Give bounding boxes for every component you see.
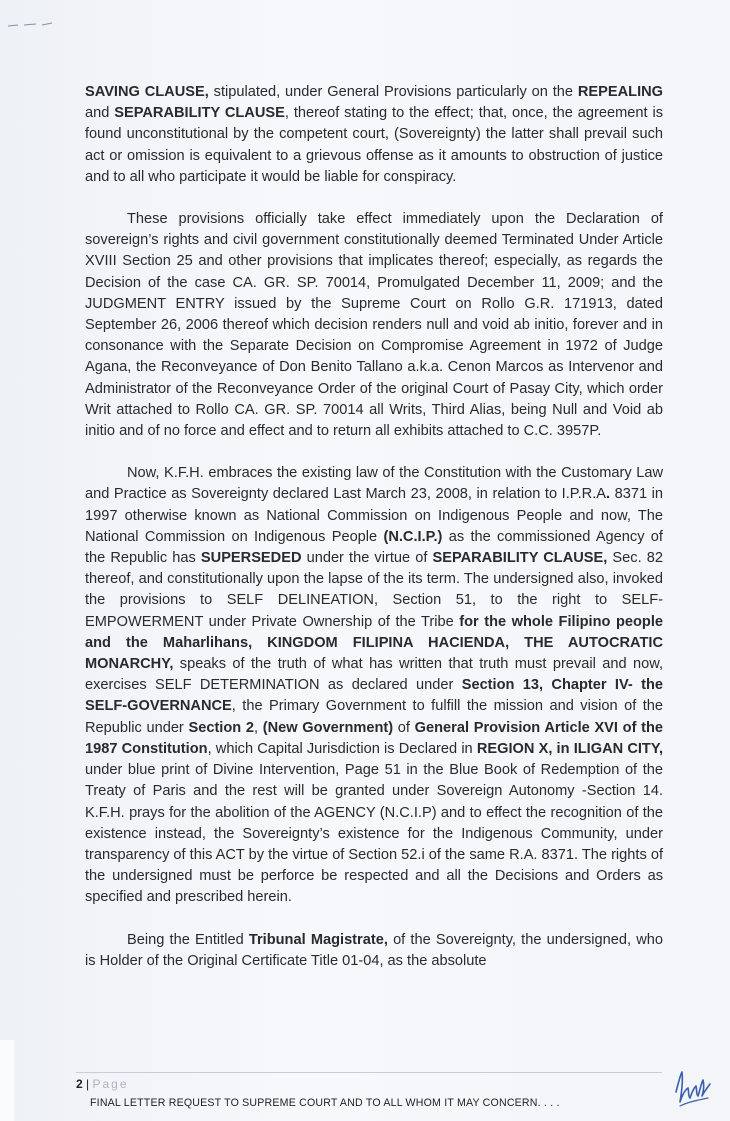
paragraph bbox=[85, 930, 663, 972]
text-run: Now, K.F.H. embraces the existing law of the Constitution with the Customary Law and Practice as Sovereignty declared Last March 23, 2008, in relation to I.P.R.A bbox=[85, 465, 663, 503]
bold-text-run: Section 13, Chapter IV- the SELF-GOVERNANCE bbox=[85, 677, 664, 715]
bold-text-run: REGION X, in ILIGAN CITY, bbox=[476, 740, 664, 757]
text-run: speaks of the truth of what has written that truth must prevail and now, exercises SELF DETERMINATION as declared under bbox=[85, 656, 663, 694]
page-number bbox=[76, 1077, 129, 1091]
handwritten-signature-icon bbox=[670, 1062, 714, 1110]
letter-body bbox=[85, 82, 663, 993]
paragraph bbox=[85, 209, 663, 442]
text-run: as the commissioned Agency of the Republic has bbox=[85, 528, 663, 567]
text-run: These provisions officially take effect immediately upon the Declaration of sovereign’s rights and civil government constitutionally deemed Terminated Under Article XVIII Section 25 and other provisions that implicates thereof; especially, as regards the Decision of the case CA. GR. SP. 70014, Promulgated December 11, 2009; and the JUDGMENT ENTRY issued by the Supreme Court on Rollo G.R. 171913, dated September 26, 2006 thereof which decision renders null and void ab initio, forever and in consonance with the Separate Decision on Compromise Agreement in 1972 of Judge Agana, the Reconveyance of Don Benito Tallano a.k.a. Cenon Marcos as Intervenor and Administrator of the Reconveyance Order of the original Court of Pasay City, which order Writ attached to Rollo CA. GR. SP. 70014 all Writs, Third Alias, being Null and Void ab initio and of no force and effect and to return all exhibits attached to C.C. 3957P. bbox=[85, 211, 663, 440]
paragraph bbox=[85, 463, 663, 908]
bold-text-run: General Provision Article XVI of the 1987 Constitution bbox=[85, 719, 664, 757]
page-word: Page bbox=[92, 1077, 129, 1091]
bold-text-run: REPEALING bbox=[577, 84, 664, 100]
page-number-separator: | bbox=[86, 1077, 90, 1091]
text-run: Being the Entitled bbox=[127, 931, 249, 948]
footer-divider bbox=[76, 1072, 662, 1073]
bold-text-run: Tribunal Magistrate, bbox=[248, 931, 388, 948]
scan-mark-icon bbox=[6, 22, 54, 28]
text-run: Sec. 82 thereof, and constitutionally upon the lapse of the its term. The undersigned also, invoked the provisions to SELF DELINEATION, Section 51, to the right to SELF-EMPOWERMENT under Private Ownership of the Tribe bbox=[85, 550, 663, 630]
bold-text-run: SEPARABILITY CLAUSE bbox=[114, 105, 285, 122]
text-run: , which Capital Jurisdiction is Declared in bbox=[207, 740, 477, 757]
scan-edge bbox=[0, 1040, 14, 1121]
text-run: under the virtue of bbox=[301, 550, 433, 567]
bold-text-run: . bbox=[605, 486, 611, 503]
text-run: , the Primary Government to fulfill the mission and vision of the Republic under bbox=[85, 698, 663, 736]
text-run: , thereof stating to the effect; that, once, the agreement is found unconstitutional by the competent court, (Sovereignty) the latter shall prevail such act or omission is equivalent to a grievous offense as it amounts to obstruction of justice and to all who participate it would be liable for conspiracy. bbox=[85, 105, 664, 185]
paragraph bbox=[85, 82, 663, 188]
text-run: and bbox=[85, 105, 115, 122]
bold-text-run: (New Government) bbox=[262, 719, 394, 736]
text-run: 8371 in 1997 otherwise known as National Commission on Indigenous People and now, The National Commission on Indigenous People bbox=[85, 486, 664, 545]
text-run: of bbox=[393, 719, 415, 736]
text-run: , bbox=[254, 719, 263, 736]
bold-text-run: for the whole Filipino people and the Maharlihans, KINGDOM FILIPINA HACIENDA, THE AUTOCRATIC MONARCHY, bbox=[85, 613, 663, 673]
bold-text-run: SEPARABILITY CLAUSE, bbox=[432, 550, 608, 567]
page-number-value: 2 bbox=[76, 1077, 83, 1091]
text-run: under blue print of Divine Intervention, Page 51 in the Blue Book of Redemption of the Treaty of Paris and the rest will be granted under Sovereign Autonomy -Section 14. K.F.H. prays for the abolition of the AGENCY (N.C.I.P) and to effect the recognition of the existence instead, the Sovereignty’s existence for the Indigenous Community, under transparency of this ACT by the virtue of Section 52.i of the same R.A. 8371. The rights of the undersigned must be perforce be respected and all the Decisions and Orders as specified and prescribed herein. bbox=[85, 762, 663, 906]
text-run: stipulated, under General Provisions particularly on the bbox=[208, 84, 578, 100]
bold-text-run: Section 2 bbox=[188, 719, 254, 736]
bold-text-run: SAVING CLAUSE, bbox=[85, 84, 209, 100]
text-run: of the Sovereignty, the undersigned, who is Holder of the Original Certificate Title 01-04, as the absolute bbox=[85, 931, 663, 969]
bold-text-run: (N.C.I.P.) bbox=[383, 528, 443, 545]
footer-title: FINAL LETTER REQUEST TO SUPREME COURT AND TO ALL WHOM IT MAY CONCERN. . . . bbox=[90, 1097, 560, 1109]
bold-text-run: SUPERSEDED bbox=[200, 550, 302, 567]
